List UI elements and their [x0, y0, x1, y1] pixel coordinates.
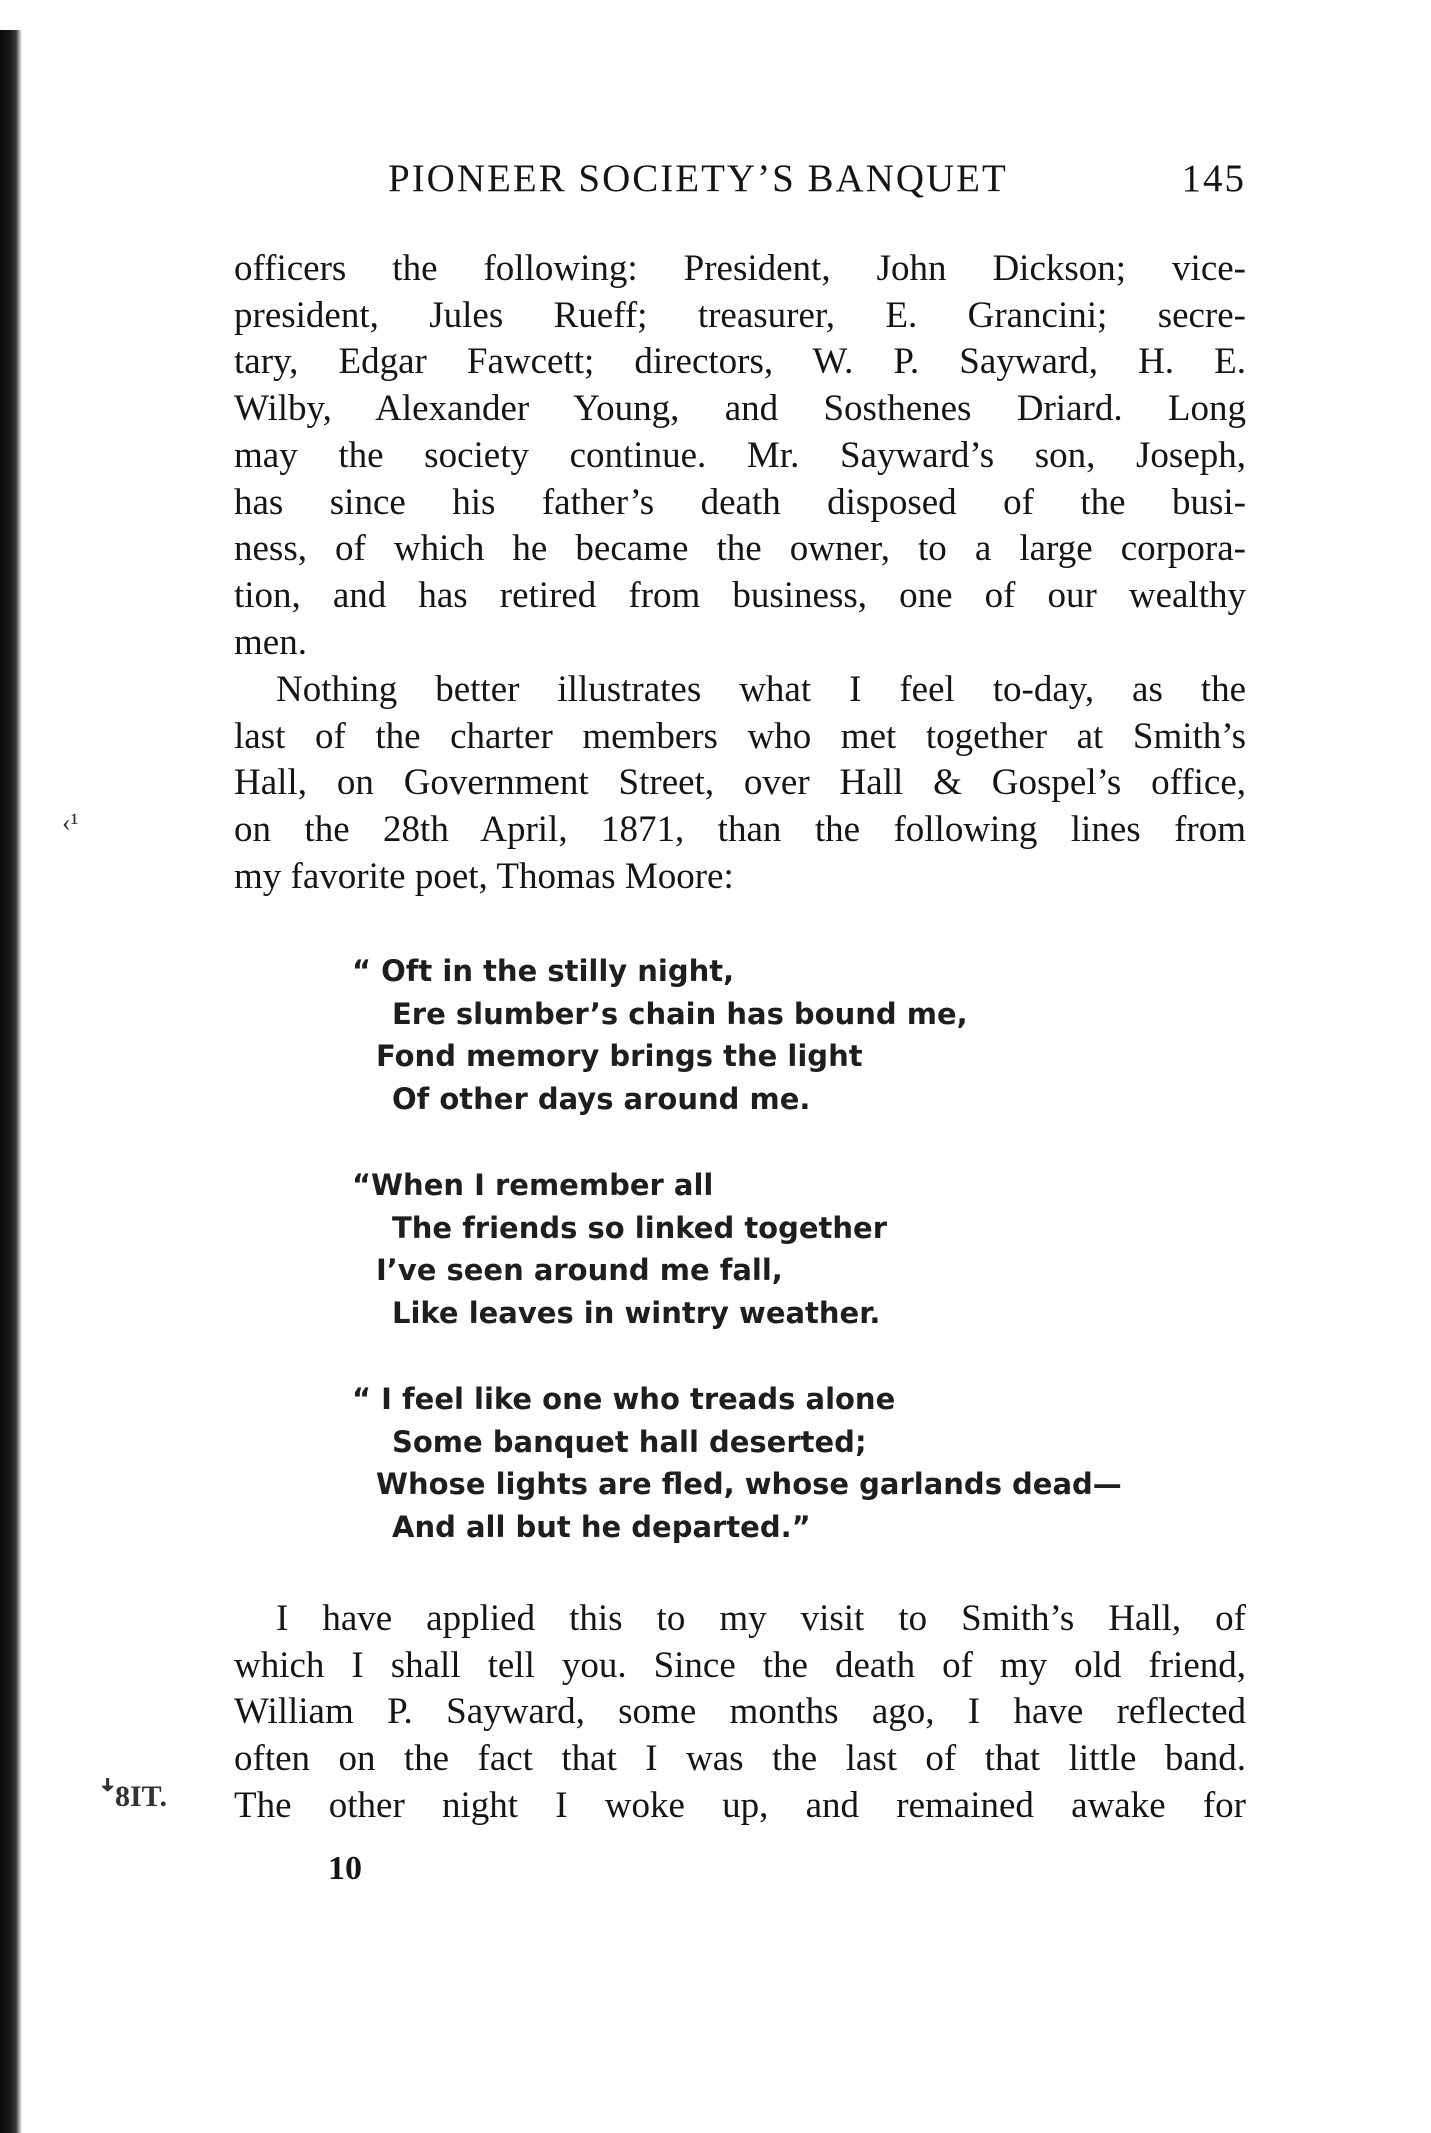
- poem-line: The friends so linked together: [392, 1210, 888, 1245]
- poem-line: And all but he departed.”: [392, 1509, 811, 1544]
- margin-mark: ‹¹: [62, 808, 79, 837]
- text-line: often on the fact that I was the last of that little band.: [234, 1738, 1246, 1780]
- text-line: president, Jules Rueff; treasurer, E. Grancini; secre-: [234, 294, 1246, 336]
- text-line: officers the following: President, John Dickson; vice-: [234, 248, 1246, 289]
- poem-line: Whose lights are fled, whose garlands dead—: [376, 1467, 1122, 1501]
- poem-line: Like leaves in wintry weather.: [392, 1295, 881, 1330]
- text-line: on the 28th April, 1871, than the following lines from: [234, 809, 1246, 851]
- running-title: PIONEER SOCIETY’S BANQUET: [388, 157, 1008, 200]
- text-line: Wilby, Alexander Young, and Sosthenes Driard. Long: [234, 388, 1246, 430]
- text-line: ness, of which he became the owner, to a large corpora-: [234, 528, 1246, 570]
- paragraph-2: [234, 667, 1246, 901]
- signature-mark: 10: [328, 1850, 362, 1887]
- text-line: tary, Edgar Fawcett; directors, W. P. Sayward, H. E.: [234, 341, 1246, 383]
- paragraph-1: [234, 246, 1246, 666]
- text-line: may the society continue. Mr. Sayward’s son, Joseph,: [234, 434, 1246, 476]
- page-number: 145: [1181, 157, 1246, 200]
- poem-stanza-1: [352, 950, 1202, 1120]
- text-line: I have applied this to my visit to Smith’s Hall, of: [276, 1598, 1246, 1639]
- text-line: men.: [234, 621, 307, 663]
- margin-mark: ꜜ8IT.: [100, 1780, 167, 1813]
- text-line: my favorite poet, Thomas Moore:: [234, 855, 734, 897]
- poem-line: Ere slumber’s chain has bound me,: [392, 996, 968, 1031]
- text-line: Nothing better illustrates what I feel to-day, as the: [276, 669, 1246, 710]
- page-binding-edge: [0, 0, 22, 2133]
- text-line: tion, and has retired from business, one of our wealthy: [234, 574, 1246, 616]
- poem-stanza-3: [352, 1378, 1202, 1548]
- poem-line: “When I remember all: [352, 1168, 714, 1202]
- poem-line: “ Oft in the stilly night,: [352, 954, 735, 988]
- paragraph-3: [234, 1596, 1246, 1830]
- text-line: which I shall tell you. Since the death of my old friend,: [234, 1644, 1246, 1686]
- poem-line: Of other days around me.: [392, 1081, 811, 1116]
- text-line: last of the charter members who met together at Smith’s: [234, 715, 1246, 757]
- text-line: has since his father’s death disposed of the busi-: [234, 481, 1246, 523]
- poem-line: Fond memory brings the light: [376, 1039, 863, 1073]
- text-line: The other night I woke up, and remained awake for: [234, 1784, 1246, 1826]
- text-line: Hall, on Government Street, over Hall & Gospel’s office,: [234, 762, 1246, 804]
- text-line: William P. Sayward, some months ago, I have reflected: [234, 1691, 1246, 1733]
- poem-stanza-2: [352, 1164, 1202, 1334]
- poem-line: “ I feel like one who treads alone: [352, 1382, 896, 1416]
- poem-line: Some banquet hall deserted;: [392, 1424, 867, 1459]
- poem-line: I’ve seen around me fall,: [376, 1253, 783, 1287]
